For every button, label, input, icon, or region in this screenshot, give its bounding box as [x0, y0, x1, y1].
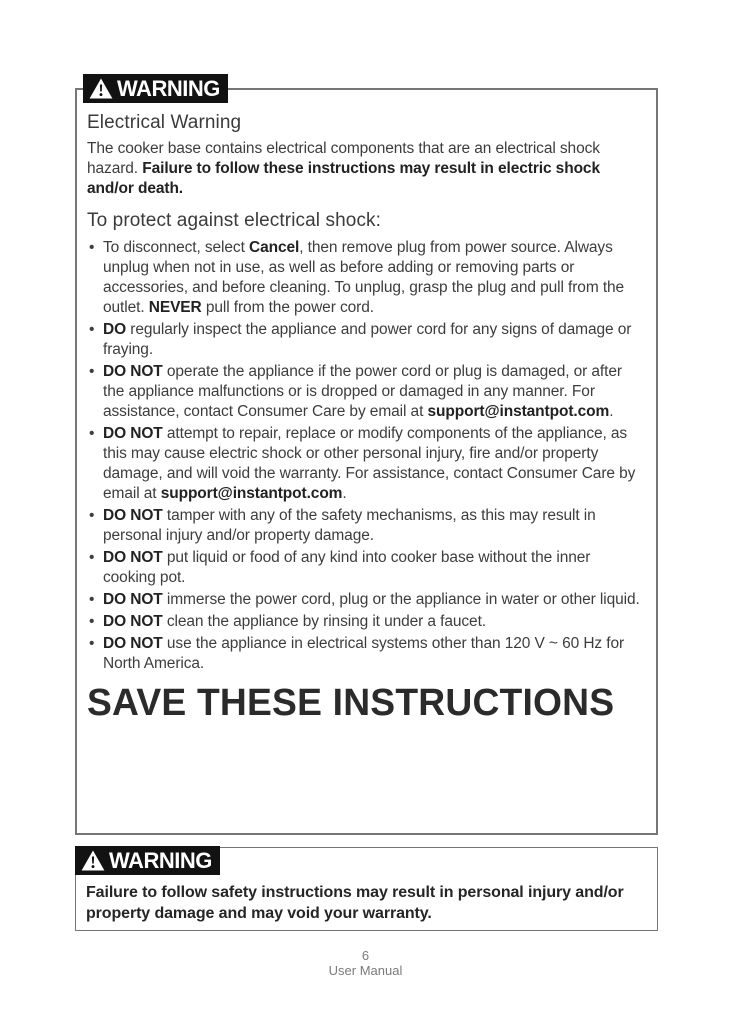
save-these-instructions: SAVE THESE INSTRUCTIONS — [87, 682, 615, 724]
text: . — [342, 485, 347, 502]
page-number: 6 — [361, 948, 370, 963]
bullet-item — [87, 612, 646, 632]
safety-bullet-list — [87, 238, 646, 674]
text: regularly inspect the appliance and power cord for any signs of damage or fraying. — [103, 321, 632, 358]
bullet-item — [87, 590, 646, 610]
bold-text: Failure to follow these instructions may result in electric shock and/or death. — [87, 160, 600, 197]
doc-title: User Manual — [328, 963, 403, 978]
text: use the appliance in electrical systems other than 120 V ~ 60 Hz for North America. — [103, 635, 625, 672]
warning-triangle-icon — [89, 78, 113, 99]
text: attempt to repair, replace or modify components of the appliance, as this may cause electric shock or other personal injury, fire and/or property damage, and will void the warranty. For assistance, contact Consumer Care by email at — [103, 425, 636, 502]
text: pull from the power cord. — [201, 299, 374, 316]
bullet-item — [87, 506, 646, 546]
text: tamper with any of the safety mechanisms, as this may result in personal injury and/or property damage. — [103, 507, 596, 544]
bullet-item — [87, 238, 646, 318]
bold-text: Cancel — [249, 239, 300, 256]
bold-text: NEVER — [148, 299, 202, 316]
warning-box-content — [77, 90, 656, 725]
bold-text: DO NOT — [103, 507, 163, 524]
page-footer — [0, 948, 731, 979]
bullet-item — [87, 320, 646, 360]
text: put liquid or food of any kind into cooker base without the inner cooking pot. — [103, 549, 591, 586]
bold-text: DO NOT — [103, 635, 163, 652]
text: operate the appliance if the power cord or plug is damaged, or after the appliance malfunctions or is dropped or damaged in any manner. For assistance, contact Consumer Care by email at — [103, 363, 622, 420]
bullet-item — [87, 362, 646, 422]
bold-text: support@instantpot.com — [160, 485, 343, 502]
bold-text: DO — [103, 321, 127, 338]
electrical-warning-box — [75, 75, 658, 835]
text: , then remove plug from power source. Always unplug when not in use, as well as before adding or removing parts or accessories, and before cleaning. To unplug, grasp the plug and pull from the outlet. — [103, 239, 625, 316]
electrical-warning-heading: Electrical Warning — [87, 112, 242, 133]
warning-triangle-icon — [81, 850, 105, 871]
text: . — [609, 403, 614, 420]
bold-text: DO NOT — [103, 425, 163, 442]
bold-text: DO NOT — [103, 613, 163, 630]
bottom-warning-text: Failure to follow safety instructions may result in personal injury and/or property damage and may void your warranty. — [86, 884, 624, 922]
text: To disconnect, select — [103, 239, 249, 256]
text: clean the appliance by rinsing it under a faucet. — [162, 613, 486, 630]
warning-badge — [83, 74, 228, 103]
bold-text: DO NOT — [103, 363, 163, 380]
warning-badge-label: WARNING — [117, 75, 220, 101]
warning-badge — [75, 846, 220, 875]
warning-badge-label: WARNING — [109, 847, 212, 873]
bullet-item — [87, 424, 646, 504]
bullet-item — [87, 548, 646, 588]
bold-text: DO NOT — [103, 549, 163, 566]
text: immerse the power cord, plug or the appliance in water or other liquid. — [162, 591, 640, 608]
bold-text: DO NOT — [103, 591, 163, 608]
text: The cooker base contains electrical components that are an electrical shock hazard. — [87, 140, 600, 177]
electrical-warning-intro — [87, 139, 646, 199]
bold-text: support@instantpot.com — [427, 403, 610, 420]
bullet-item — [87, 634, 646, 674]
protect-subheading: To protect against electrical shock: — [87, 210, 382, 231]
bottom-warning-box — [75, 847, 658, 931]
